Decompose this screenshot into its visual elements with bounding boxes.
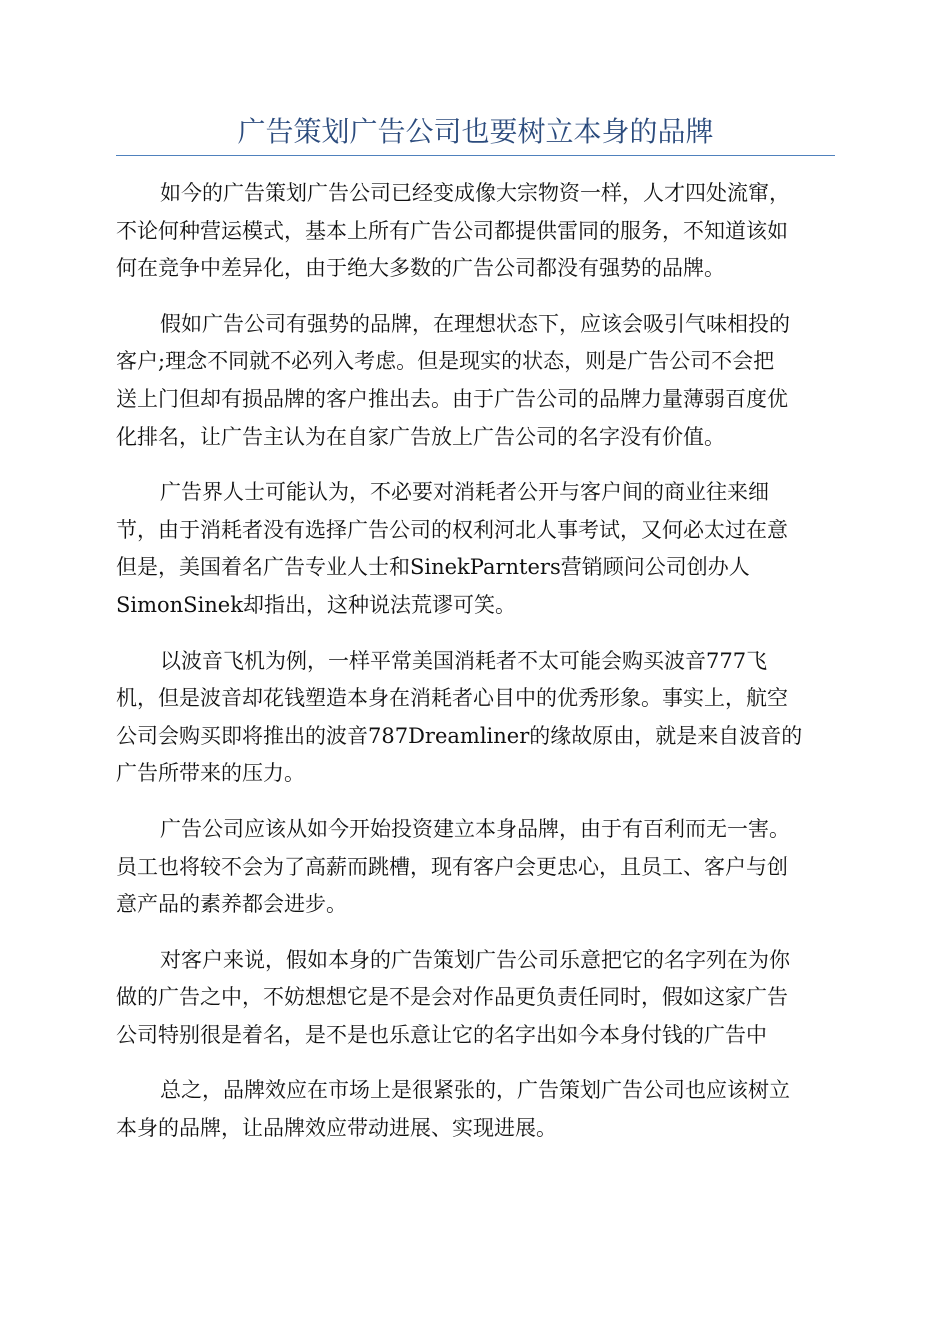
paragraph-line: 送上门但却有损品牌的客户推出去。由于广告公司的品牌力量薄弱百度优 xyxy=(116,386,788,411)
paragraph-line: 客户;理念不同就不必列入考虑。但是现实的状态，则是广告公司不会把 xyxy=(116,349,775,374)
paragraph-line: 不论何种营运模式，基本上所有广告公司都提供雷同的服务，不知道该如 xyxy=(116,218,788,243)
paragraph-line: 总之，品牌效应在市场上是很紧张的，广告策划广告公司也应该树立 xyxy=(160,1078,790,1103)
paragraph-line: 假如广告公司有强势的品牌，在理想状态下，应该会吸引气味相投的 xyxy=(160,311,790,336)
paragraph-line: 何在竞争中差异化，由于绝大多数的广告公司都没有强势的品牌。 xyxy=(116,256,725,281)
paragraph-line: 意产品的素养都会进步。 xyxy=(116,892,347,917)
paragraph-line: 化排名，让广告主认为在自家广告放上广告公司的名字没有价值。 xyxy=(116,424,725,449)
paragraph xyxy=(116,811,835,924)
paragraph xyxy=(116,942,835,1055)
paragraph-line: 公司会购买即将推出的波音787Dreamliner的缘故原由，就是来自波音的 xyxy=(116,723,803,748)
paragraph-line: 做的广告之中，不妨想想它是不是会对作品更负责任同时，假如这家广告 xyxy=(116,985,788,1010)
paragraph-line: 公司特别很是着名，是不是也乐意让它的名字出如今本身付钱的广告中 xyxy=(116,1022,767,1047)
title-underline xyxy=(116,155,835,156)
paragraph xyxy=(116,306,835,456)
paragraph-line: 广告公司应该从如今开始投资建立本身品牌，由于有百利而无一害。 xyxy=(160,816,790,841)
paragraph-line: 以波音飞机为例，一样平常美国消耗者不太可能会购买波音777飞 xyxy=(160,648,768,673)
paragraph xyxy=(116,643,835,793)
paragraph-line: 但是，美国着名广告专业人士和SinekParnters营销顾问公司创办人 xyxy=(116,555,750,580)
paragraph-line: 广告所带来的压力。 xyxy=(116,761,305,786)
paragraph-line: 本身的品牌，让品牌效应带动进展、实现进展。 xyxy=(116,1116,557,1141)
paragraph-line: 节，由于消耗者没有选择广告公司的权利河北人事考试，又何必太过在意 xyxy=(116,517,788,542)
paragraph xyxy=(116,1072,835,1147)
paragraph xyxy=(116,474,835,624)
paragraph-line: SimonSinek却指出，这种说法荒谬可笑。 xyxy=(116,592,516,617)
paragraph xyxy=(116,175,835,288)
paragraph-line: 广告界人士可能认为，不必要对消耗者公开与客户间的商业往来细 xyxy=(160,480,769,505)
paragraph-line: 机，但是波音却花钱塑造本身在消耗者心目中的优秀形象。事实上，航空 xyxy=(116,686,788,711)
document-title: 广告策划广告公司也要树立本身的品牌 xyxy=(237,115,714,148)
paragraph-line: 员工也将较不会为了高薪而跳槽，现有客户会更忠心，且员工、客户与创 xyxy=(116,854,788,879)
paragraph-line: 如今的广告策划广告公司已经变成像大宗物资一样，人才四处流窜， xyxy=(160,181,790,205)
document-body xyxy=(116,175,835,1166)
paragraph-line: 对客户来说，假如本身的广告策划广告公司乐意把它的名字列在为你 xyxy=(160,947,790,972)
